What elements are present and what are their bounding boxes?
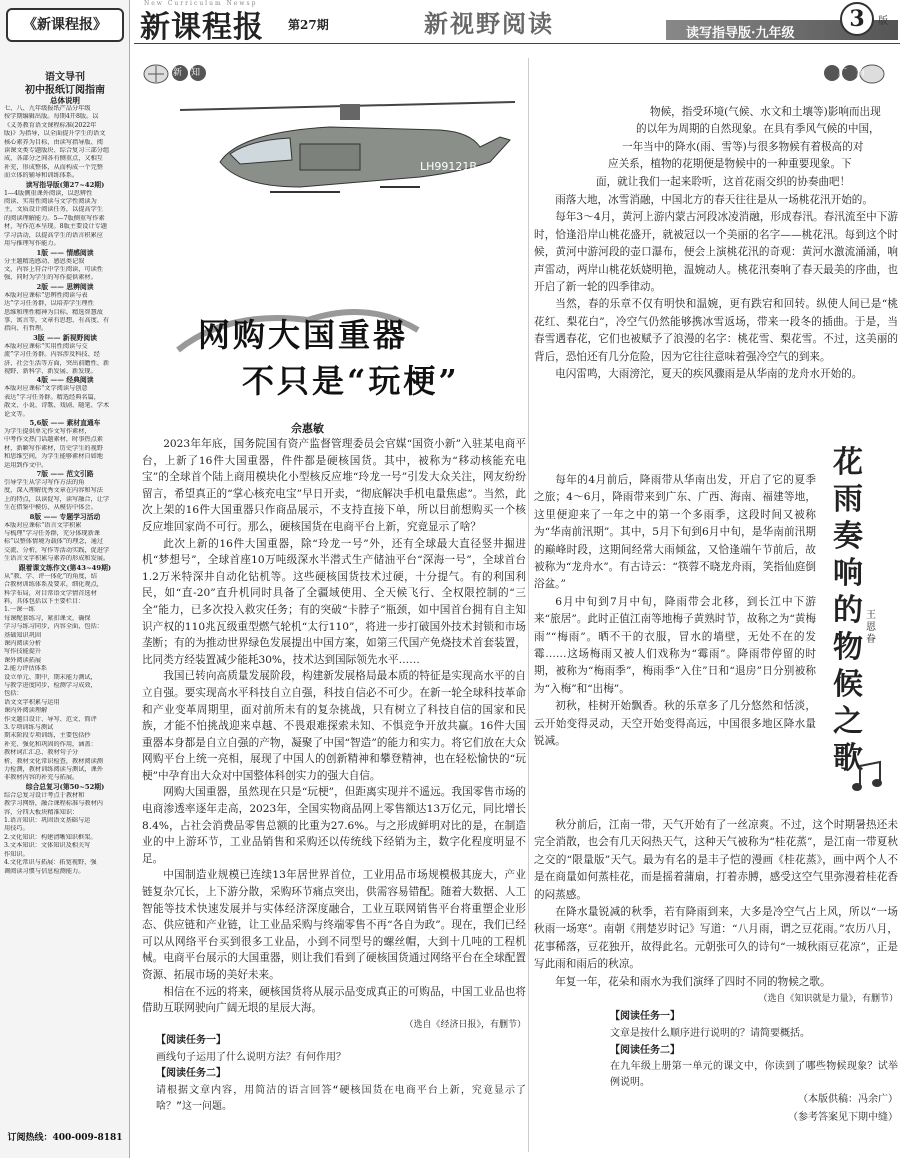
- intro-line: 一年当中的降水(雨、雪等)与很多物候有着极高的对: [622, 140, 864, 153]
- sidebar-subsection-title: 3.专项训练与测试: [4, 724, 54, 731]
- article2-paragraph: 初秋，桂树开始飘香。秋的乐章多了几分悠然和恬淡，云开始变得灵动，天空开始变得高远，中国很多地区降水量锐减。: [534, 700, 816, 748]
- sidebar-text-line: 用技巧。: [4, 825, 29, 833]
- sidebar-text-line: 本版对应课标“思辨性阅读与表: [4, 291, 88, 299]
- sidebar-text-line: 课外阅读拓展: [4, 656, 42, 664]
- sidebar-text-line: 写作技能提升: [4, 648, 42, 656]
- sidebar-section-title: 5,6版 —— 素材直通车: [29, 419, 101, 427]
- sidebar-text-line: 非教材内容的补充与拓展。: [4, 774, 79, 782]
- article1-body: [142, 436, 526, 1115]
- sidebar-text-line: 与梳理”学习任务群，充分体现新课: [4, 530, 100, 538]
- article-author: 佘惠敏: [291, 422, 324, 435]
- sidebar-text-line: 散文、小说、诗歌、戏剧、随笔、学术: [4, 402, 110, 410]
- sidebar-section-title: 1版 —— 情感阅读: [36, 248, 94, 257]
- sidebar-text-line: 事，寓言等，文章有思想、有高度、有: [4, 316, 110, 324]
- answer-note: （参考答案见下期中缝）: [788, 1111, 898, 1123]
- sidebar-text-line: 标“以整体情境为载体”的理念，通过: [4, 538, 104, 546]
- sidebar-text-line: 核心素养为目标，由读写指导版、阅: [4, 138, 103, 146]
- sidebar-text-line: 交流、分析，写作等活动实践，促进学: [4, 546, 110, 554]
- sidebar-text-line: 语文文字积累与运用: [4, 698, 60, 706]
- sidebar-text-line: 成，各部分之间各有侧重点，又相互: [4, 155, 103, 163]
- article2-paragraph: 秋分前后，江南一带，天气开始有了一丝凉爽。不过，这个时期暑热还未完全消散，也会有几天闷热天气，这种天气被称为“桂花蒸”，是江南一带夏秋之交的“限量版”天气。最为有名的是丰子恺的漫画《桂花蒸》，画中两个人不是在商量如何蒸桂花，而是摇着蒲扇，打着赤膊，感受这空气里弥漫着桂花香的闷蒸感。: [534, 819, 898, 901]
- sidebar-section-title: 3版 —— 新视野阅读: [33, 333, 97, 342]
- sidebar-text-line: 和思维空间，为学生能够素材自如地: [4, 453, 103, 461]
- sidebar-text-line: 度，深入理解优秀文章在内容和写法: [4, 487, 103, 495]
- sidebar-text-line: 1—4版侧重课外阅读，以思辨性: [4, 189, 93, 197]
- sidebar-masthead: 《新课程报》: [6, 8, 124, 42]
- sidebar-text-line: 引导学生从学习写作方法的角: [4, 479, 85, 487]
- sidebar-subheading: 初中报纸订阅指南: [25, 85, 105, 96]
- page-suffix: 版: [878, 16, 888, 27]
- sidebar-text-line: 表达”学习任务群。精选经典名篇，: [4, 393, 100, 401]
- article1-paragraph: 相信在不远的将来，硬核国货将从展示品变成真正的可购品，中国工业品也将借助互联网驶向广阔无垠的星辰大海。: [142, 985, 526, 1015]
- article2-paragraph: 每年3～4月，黄河上游内蒙古河段冰凌消融，形成春汛。春汛流至中下游时，恰逢沿岸山桃花盛开，就被冠以一个美丽的名字——桃花汛。每到这个时候，黄河中游河段的壶口瀑布，便会上演桃花汛的奇观：黄河水激流涌涌，响声雷动，两岸山桃花妖娆明艳，温婉动人。桃花汛奏响了春天最美的序曲，也开启了新一轮的四季律动。: [534, 211, 898, 294]
- tag-label: 新知: [173, 68, 210, 78]
- sidebar-text-line: 调阅读习惯与信息检测能力。: [4, 867, 85, 875]
- sidebar-text-line: 上的特点，以读促写，读写融合，让学: [4, 495, 110, 503]
- article2-title-text: 花雨奏响的物候之歌: [833, 445, 863, 776]
- sidebar-text-line: 容，分四大板块精准知识：: [4, 808, 79, 816]
- sidebar-text-line: 合教材训练体系及要求，细化观点，: [4, 581, 103, 589]
- section-title: 新视野阅读: [424, 9, 554, 38]
- article2-author: 王恩眷: [866, 610, 876, 645]
- sidebar-text-line: 析，教材文化常识检查，教材阅读测: [4, 757, 103, 765]
- sidebar-text-line: 4.文化常识与拓展：拓宽视野，强: [4, 859, 97, 867]
- sidebar-text-line: 达”学习任务群，以培养学生理性: [4, 300, 94, 308]
- sidebar-text-line: 中考作文热门话题素材，时事热点素: [4, 436, 103, 444]
- sidebar-text-line: 作文题目设计、导写、范文、简评: [4, 715, 97, 723]
- article2-title: [830, 444, 866, 777]
- sidebar-section-title: 8版 —— 专题学习活动: [29, 512, 101, 521]
- headline-line1: 网购大国重器: [198, 316, 409, 354]
- sidebar-section-title: 2版 —— 思辨阅读: [36, 282, 94, 291]
- article2-paragraph: 当然，春的乐章不仅有明快和温婉，更有跌宕和回转。纵使人间已是“桃花红、梨花白”，冷空气仍然能够携冰雪返场，带来一段冬的插曲。于是，当春雪遇春花，它们也被赋予了浪漫的名字：桃花雪、梨花雪。不过，这美丽的背后，恐怕还有几分危险，因为它往往意味着强冷空气的到来。: [534, 298, 898, 363]
- sidebar-text-line: 2.文化知识：构建清晰知识框架。: [4, 833, 97, 841]
- article1-source: （选自《经济日报》，有删节）: [404, 1019, 526, 1030]
- sidebar-section-title: 跟着课文练作文(第43~49期): [18, 563, 112, 572]
- sidebar-text-line: 七、八、九年级报纸产品分年级: [4, 105, 91, 112]
- edition-label: 读写指导版·九年级: [686, 26, 795, 41]
- headline-line2: 不只是“玩梗”: [242, 362, 460, 400]
- sidebar-text-line: 补充，形成整体，从而构成一个完整: [4, 163, 103, 171]
- sidebar-text-line: 材，写作范本呈现。8版主要设计专题: [4, 223, 107, 231]
- article2-paragraph: 雨落大地，冰雪消融，中国北方的春天往往是从一场桃花汛开始的。: [555, 194, 873, 206]
- tag-label: 广角: [838, 68, 875, 78]
- sidebar-text-line: 力检测，教材训练阅读与测试，课外: [4, 766, 103, 774]
- article2-body-narrow: [534, 472, 816, 751]
- sidebar-text-line: 学习活动，以提高学生的语言积累应: [4, 231, 103, 239]
- sidebar-text-line: 读课文类专题版块、综合复习三部分组: [4, 147, 110, 155]
- sidebar-subsection-title: 1.一课一练: [4, 606, 35, 614]
- sidebar-text-line: 学习与练习同步，内容全面，包括：: [4, 623, 103, 631]
- sidebar-text-line: 强，同时为学生的写作提供素材。: [4, 274, 97, 282]
- reading-task-title: 【阅读任务二】: [610, 1044, 680, 1056]
- sidebar-text-line: 《义务教育语文课程标准(2022年: [4, 121, 97, 129]
- sidebar-section-title: 读写指导版(第27~42期): [25, 180, 105, 189]
- reading-task-title: 【阅读任务一】: [156, 1035, 226, 1047]
- article2-intro: [596, 104, 896, 191]
- reading-task-body: 画线句子运用了什么说明方法？有何作用？: [156, 1051, 346, 1063]
- sidebar-text-line: 料，具体包括以下主要栏目：: [4, 597, 85, 605]
- reading-task-body: 请根据文章内容，用简洁的语言回答“硬核国货在电商平台上新，究竟显示了啥？”这一问题。: [156, 1084, 526, 1112]
- sidebar-text-line: 而立体的辅导和训练体系。: [4, 172, 79, 180]
- page-number: 3: [840, 2, 874, 36]
- sidebar-text-line: 教材词汇汇总、教材句子分: [4, 749, 79, 757]
- article2-paragraph: 电闪雷鸣，大雨滂沱，夏天的疾风骤雨是从华南的龙舟水开始的。: [555, 368, 863, 381]
- sidebar-text-line: 每课配套练习，紧扣课文，确保: [4, 614, 91, 622]
- sidebar-text-line: 包括：: [4, 690, 23, 698]
- sidebar-heading: 语文导刊: [45, 72, 85, 83]
- sidebar-text-line: 文，内容上符合中学生阅读，可读性: [4, 265, 103, 273]
- page-header: [134, 0, 900, 44]
- sidebar-text-line: 思维和理性精神为目标。精选智慧故: [4, 308, 103, 316]
- music-note-icon: [852, 760, 888, 794]
- sidebar-section-title: 7版 —— 范文引路: [36, 470, 94, 479]
- sidebar-text-line: 本版对应课标“实用性阅读与交: [4, 342, 88, 350]
- article2-paragraph: 6月中旬到7月中旬，降雨带会北移，到长江中下游来“旅居”。此时正值江南等地梅子黄熟时节，故称之为“黄梅雨”“梅雨”。晒不干的衣服，冒水的墙壁，无处不在的发霉……这场梅雨又被人们戏称为“霉雨”。降雨带停留的时期，被称为“梅雨季”，梅雨季“入住”日和“退房”日分别被称为“入梅”和“出梅”。: [534, 595, 816, 695]
- sidebar-text-line: 从“教、学、评一体化”的角度，结: [4, 572, 97, 580]
- sidebar-section-title: 总体说明: [50, 96, 80, 105]
- sidebar-text-line: 视野、新科学、新发展、新发现。: [4, 367, 97, 375]
- intro-line: 物候，指受环境(气候、水文和土壤等)影响而出现: [650, 106, 881, 118]
- heli-registration: LH99121B: [420, 160, 477, 173]
- sidebar-text-line: 本版对应课标“文学阅读与创意: [4, 385, 88, 393]
- article2-paragraph: 年复一年，花朵和雨水为我们演绎了四时不同的物候之歌。: [555, 975, 831, 988]
- sidebar: [0, 0, 130, 1158]
- editor-credit: （本版供稿：冯余广）: [798, 1094, 898, 1106]
- reading-task-title: 【阅读任务一】: [610, 1011, 680, 1023]
- sidebar-text-block: [0, 105, 130, 876]
- article2-paragraph: 在降水量锐减的秋季，若有降雨到来，大多是冷空气占上风，所以“一场秋雨一场寒”。南朝《荆楚岁时记》写道：“八月雨，谓之豆花雨。”农历八月，花事稀落，豆花独开，故得此名。元朝张可久的诗句“一城秋雨豆花凉”，正是写此雨和雨后的秋凉。: [534, 906, 898, 971]
- sidebar-text-line: 运用到作文中。: [4, 461, 48, 469]
- sidebar-text-line: 济、社会生活等方面，突出前瞻性、新: [4, 359, 110, 367]
- article2-body-top: [534, 192, 898, 383]
- sidebar-text-line: 科学布局，对目常语文学情首选材: [4, 589, 97, 597]
- sidebar-text-line: 教学习网络，融合课程标准与教材内: [4, 800, 103, 808]
- sidebar-text-line: 综合总复习设计考点于教材和: [4, 791, 85, 799]
- sidebar-text-line: 基础知识巩固: [4, 631, 42, 639]
- sidebar-text-line: 本版对应课标“语言文字积累: [4, 521, 82, 529]
- article2-source: （选自《知识就是力量》，有删节）: [758, 994, 898, 1005]
- sidebar-text-line: 版)》为指导，以全面提升学生的语文: [4, 130, 106, 138]
- tag-guangjiao: [838, 65, 874, 78]
- sidebar-text-line: 阅读、实用性阅读与文学性阅读为: [4, 198, 97, 206]
- intro-line: 面，就让我们一起来聆听，这首花雨交织的协奏曲吧！: [596, 175, 851, 188]
- sidebar-text-line: 期末阶段专项训练，主要包括抄: [4, 732, 91, 740]
- sidebar-text-line: 课内外阅读理解: [4, 707, 48, 715]
- sidebar-section-title: 综合总复习(第50~52期): [25, 782, 105, 791]
- sidebar-text-line: 指向、有哲理。: [4, 325, 48, 333]
- sidebar-text-line: 用与推理写作能力。: [4, 240, 60, 248]
- sidebar-text-line: 3.文本知识：文体知识及相关写: [4, 842, 91, 850]
- intro-line: 应关系，植物的花期便是物候中的一种重要现象。下: [608, 158, 852, 171]
- helicopter-illustration: [180, 92, 515, 222]
- reading-task-body: 文章是按什么顺序进行说明的？请简要概括。: [610, 1027, 810, 1039]
- article1-paragraph: 此次上新的16件大国重器，除“玲龙一号”外，还有全球最大直径竖井掘进机“梦想号”，全球首座10万吨级深水半潜式生产储油平台“深海一号”，全球首台1.2万米特深井自动化钻机等。这些硬核国货技术过硬，十分提气。有的利国利民，如“直-20”直升机同时具备了全疆域使用、全天候飞行、全权限控制的“三全”能力，已多次投入救灾任务；有的突破“卡脖子”瓶颈，如中国首台拥有自主知识产权的110兆瓦级重型燃气轮机“太行110”，将进一步打破国外技术封锁和市场垄断；有的为推动世界绿色发展提出中国方案，如第三代国产免烧技术首套装置，比同类方经装置减少能耗30%，技术达到国际领先水平……: [142, 537, 526, 666]
- sidebar-text-line: 流”学习任务群。内容涉及科技、经: [4, 351, 100, 359]
- issue-number: 第27期: [288, 18, 329, 32]
- sidebar-text-line: 论文等。: [4, 410, 29, 418]
- article1-paragraph: 2023年年底，国务院国有资产监督管理委员会官媒“国资小新”入驻某电商平台，上新了16件大国重器，件件都是硬核国货。其中，被称为“移动核能充电宝”的全球首个陆上商用模块化小型核反应堆“玲龙一号”引发大众关注，网友纷纷留言，希望真正的“掌心核充电宝”早日开卖，“彻底解决手机电量焦虑”。当然，此次上架的16件大国重器只作商品展示，不支持直接下单，所以目前想购买一个核反应堆回家尚不可行。那么，硬核国货在电商平台上新，究竟显示了啥？: [142, 438, 526, 533]
- column-divider: [528, 58, 529, 1152]
- reading-task-title: 【阅读任务二】: [156, 1067, 226, 1079]
- sidebar-text-line: 按学期编辑出版。每期4开8版。以: [4, 113, 99, 121]
- sidebar-text-line: 分主题精选感动、感恩类记叙: [4, 257, 85, 265]
- article1-paragraph: 我国已转向高质量发展阶段，构建新发展格局最本质的特征是实现高水平的自立自强。要实现高水平科技自立自强，科技自信必不可少。在新一轮全球科技革命和产业变革周期里，面对前所未有的复杂挑战，只有树立了科技自信的国家和民族，才能不怕挑战迎来卓越、不畏艰难探索未知、不惧竞争开放共赢。16件大国重器本身都是自立自强的产物，凝聚了中国“智造”的能力和实力。将它们放在大众网购平台上统一亮相，展现了中国人的创新精神和攀登精神，也在轻松愉快的“玩梗”中孕育出大众对中国整体科创实力的强大自信。: [142, 670, 526, 782]
- sidebar-text-line: 课内阅读分析: [4, 639, 42, 647]
- sidebar-text-line: 设立单元、期中、期末能力测试，: [4, 673, 97, 681]
- subscription-hotline: 订阅热线：400-009-8181: [7, 1133, 123, 1143]
- sidebar-text-line: 材，新颖写作素材，历史学生的视野: [4, 444, 103, 452]
- article1-paragraph: 中国制造业规模已连续13年居世界首位，工业用品市场规模极其庞大，产业链复杂冗长，上下游分散，采购环节痛点突出，供需容易错配。随着大数据、人工智能等技术快速发展并与实体经济深度融合，工业互联网销售平台将重塑企业形态、供应链和产业链，让工业品采购与终端零售不再“各自为政”。现在，我们已经可以从网络平台买到很多工业品，小到不同型号的螺丝帽，大到十几吨的工程机械。电商平台展示的大国重器，则让我们看到了硬核国货通过网络平台在全球配置资源、拓展市场的美好未来。: [142, 869, 526, 981]
- intro-line: 的以年为周期的自然现象。在具有季风气候的中国，: [636, 123, 880, 136]
- sidebar-text-line: 的阅读理解能力。5—7版侧重写作素: [4, 214, 105, 222]
- sidebar-text-line: 1.语言知识：巩固语文基础与运: [4, 817, 91, 825]
- sidebar-text-line: 生在借鉴中模仿，从模仿中体会。: [4, 504, 97, 512]
- article2-paragraph: 每年的4月前后，降雨带从华南出发，开启了它的夏季之旅；4～6月，降雨带来到广东、广西、海南、福建等地，这里便迎来了一年之中的第一个多雨季，这段时间又被称为“华南前汛期”。其中，5月下旬到6月中旬，是华南前汛期的巅峰时段，这期间经常大雨倾盆，又恰逢端午节前后，故被称为“龙舟水”。有古诗云：“筷蓉不晓龙舟雨，笑指仙庭倒浴盆。”: [534, 474, 816, 591]
- article2-body-bottom: [534, 817, 898, 1126]
- sidebar-section-title: 4版 —— 经典阅读: [36, 376, 94, 385]
- sidebar-text-line: 生语言文字积累与素养的形成和发展。: [4, 555, 110, 563]
- sidebar-text-line: 为学生提供单元作文写作素材，: [4, 428, 91, 435]
- masthead-title: 新课程报: [140, 10, 264, 45]
- sidebar-text-line: 与教学进度同步，检测学习成效，: [4, 681, 97, 689]
- masthead-subtitle: New Curriculum Newsp: [144, 0, 258, 7]
- reading-task-body: 在九年级上册第一单元的课文中，你读到了哪些物候现象？试举例说明。: [610, 1061, 898, 1089]
- sidebar-text-line: 主，文质设计阅读任务，以提高学生: [4, 206, 103, 214]
- sidebar-text-line: 作知识。: [4, 850, 29, 858]
- article1-paragraph: 网购大国重器，虽然现在只是“玩梗”，但距离实现并不遥远。我国零售市场的电商渗透率逐年走高，2023年，全国实物商品网上零售额达13万亿元，同比增长8.4%，占社会消费品零售总额的比重为27.6%。与之形成鲜明对比的是，在制造业的中上游环节，工业品销售和采购还以传统线下经销为主，数字化程度明显不足。: [142, 786, 526, 865]
- sidebar-subsection-title: 2.能力评估体系: [4, 665, 48, 673]
- sidebar-text-line: 补充、强化和巩固的作用，涵盖：: [4, 740, 97, 748]
